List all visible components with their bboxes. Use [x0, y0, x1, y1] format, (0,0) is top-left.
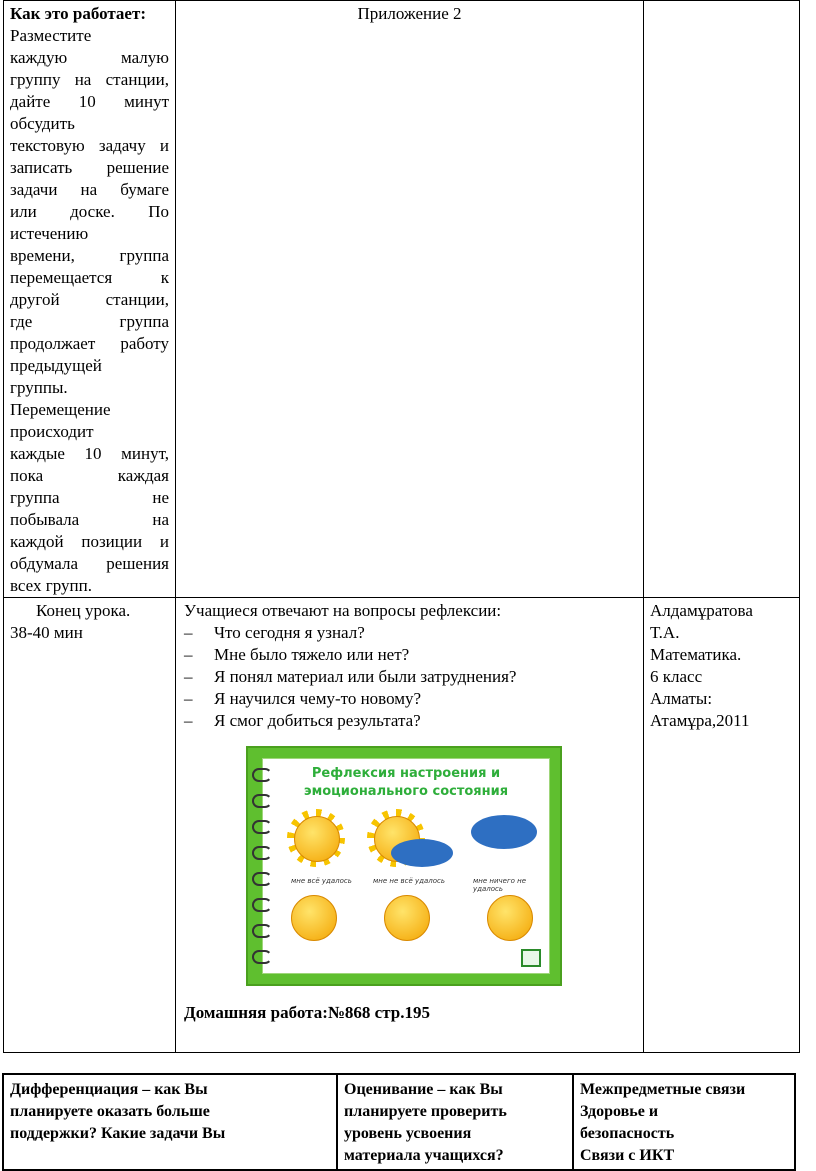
text-line: планируете оказать больше	[10, 1103, 210, 1120]
text-line: дайте 10 минут	[10, 92, 169, 111]
reflection-question	[184, 622, 637, 644]
text-line: Межпредметные связи	[580, 1081, 746, 1098]
text-line: каждую малую	[10, 48, 169, 67]
text-line: происходит	[10, 422, 94, 441]
cross-curricular-cell	[573, 1074, 795, 1170]
happy-sun-icon	[294, 816, 340, 862]
text-line: Дифференциация – как Вы	[10, 1081, 208, 1098]
spiral-ring-icon	[252, 820, 272, 834]
spiral-ring-icon	[252, 794, 272, 808]
spiral-ring-icon	[252, 898, 272, 912]
spiral-ring-icon	[252, 872, 272, 886]
text-line: где группа	[10, 312, 169, 331]
text-line: Разместите	[10, 26, 92, 45]
text-line: Алматы:	[650, 689, 713, 708]
text-line: времени, группа	[10, 246, 169, 265]
homework: Домашняя работа:№868 стр.195	[184, 1003, 430, 1022]
sad-face-icon	[487, 895, 533, 941]
text-line: продолжает работу	[10, 334, 169, 353]
question-text: Что сегодня я узнал?	[214, 623, 365, 642]
text-line: обсудить	[10, 114, 75, 133]
reflection-intro: Учащиеся отвечают на вопросы рефлексии:	[184, 601, 502, 620]
caption-partial: мне не всё удалось	[373, 877, 446, 885]
dash-bullet: –	[184, 667, 193, 686]
card-title-line2: эмоционального состояния	[303, 784, 509, 799]
reflection-question	[184, 688, 637, 710]
resources-cell	[644, 598, 800, 1053]
text-line: задачи на бумаге	[10, 180, 169, 199]
dash-bullet: –	[184, 623, 193, 642]
text-line: другой станции,	[10, 290, 169, 309]
text-line: группа не	[10, 488, 169, 507]
lesson-time: 38-40 мин	[10, 623, 83, 642]
question-text: Я понял материал или были затруднения?	[214, 667, 517, 686]
question-text: Мне было тяжело или нет?	[214, 645, 410, 664]
text-line: материала учащихся?	[344, 1147, 504, 1164]
dash-bullet: –	[184, 689, 193, 708]
text-line: планируете проверить	[344, 1103, 507, 1120]
reflection-question	[184, 644, 637, 666]
appendix-cell	[176, 1, 644, 598]
caption-fail: мне ничего не удалось	[473, 877, 527, 893]
text-line: каждой позиции и	[10, 532, 169, 551]
text-line: текстовую задачу и	[10, 136, 169, 155]
text-line: группу на станции,	[10, 70, 169, 89]
empty-cell	[644, 1, 800, 598]
reflection-question	[184, 710, 637, 732]
text-line: Алдамұратова	[650, 601, 753, 620]
appendix-label: Приложение 2	[357, 4, 462, 23]
reflection-card	[262, 758, 550, 974]
how-it-works-cell	[4, 1, 176, 598]
text-line: Перемещение	[10, 400, 111, 419]
reflection-questions	[184, 622, 637, 732]
neutral-face-icon	[384, 895, 430, 941]
text-line: каждые 10 минут,	[10, 444, 169, 463]
text-line: записать решение	[10, 158, 169, 177]
text-line: 6 класс	[650, 667, 703, 686]
home-icon	[521, 949, 541, 967]
how-it-works-text	[10, 25, 169, 597]
grinning-face-icon	[291, 895, 337, 941]
caption-success: мне всё удалось	[291, 877, 352, 885]
question-text: Я смог добиться результата?	[214, 711, 421, 730]
dash-bullet: –	[184, 711, 193, 730]
assessment-cell	[337, 1074, 573, 1170]
text-line: Математика.	[650, 645, 742, 664]
text-line: Здоровье и	[580, 1103, 659, 1120]
text-line: поддержки? Какие задачи Вы	[10, 1125, 226, 1142]
spiral-ring-icon	[252, 768, 272, 782]
spiral-ring-icon	[252, 924, 272, 938]
text-line: Т.А.	[650, 623, 680, 642]
spiral-ring-icon	[252, 846, 272, 860]
storm-cloud-icon	[471, 815, 537, 849]
planning-table	[2, 1073, 796, 1171]
text-line: перемещается к	[10, 268, 169, 287]
text-line: истечению	[10, 224, 89, 243]
lesson-table	[3, 0, 800, 1053]
lesson-end-label: Конец урока.	[36, 601, 131, 620]
text-line: уровень усвоения	[344, 1125, 472, 1142]
reflection-card-image	[246, 746, 562, 986]
text-line: предыдущей	[10, 356, 102, 375]
text-line: Атамұра,2011	[650, 711, 750, 730]
dash-bullet: –	[184, 645, 193, 664]
spiral-ring-icon	[252, 950, 272, 964]
text-line: Связи с ИКТ	[580, 1147, 675, 1164]
lesson-end-cell	[4, 598, 176, 1053]
question-text: Я научился чему-то новому?	[214, 689, 422, 708]
text-line: обдумала решения	[10, 554, 169, 573]
text-line: группы.	[10, 378, 68, 397]
text-line: Оценивание – как Вы	[344, 1081, 503, 1098]
text-line: всех групп.	[10, 576, 92, 595]
differentiation-cell	[3, 1074, 337, 1170]
text-line: пока каждая	[10, 466, 169, 485]
resources-text	[644, 598, 799, 732]
text-line: или доске. По	[10, 202, 169, 221]
reflection-cell	[176, 598, 644, 1053]
how-it-works-heading: Как это работает:	[10, 4, 146, 23]
cloud-icon	[391, 839, 453, 867]
text-line: побывала на	[10, 510, 169, 529]
reflection-question	[184, 666, 637, 688]
reflection-card-title	[263, 765, 549, 801]
text-line: безопасность	[580, 1125, 675, 1142]
card-title-line1: Рефлексия настроения и	[311, 766, 501, 781]
